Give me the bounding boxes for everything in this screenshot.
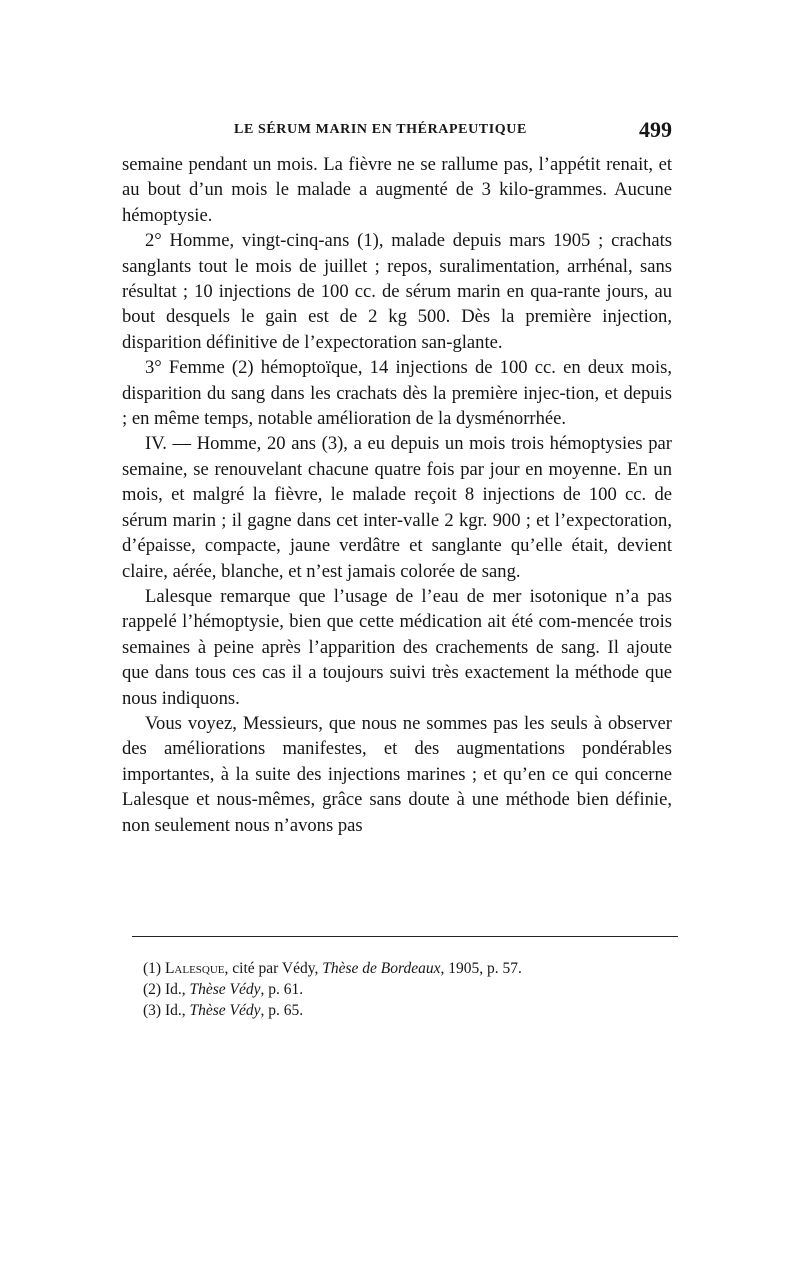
footnote-tail: , p. 65. xyxy=(260,1002,304,1019)
footnote-2 xyxy=(143,979,663,1000)
footnote-text: Id., xyxy=(164,1002,190,1019)
body-text xyxy=(122,152,672,838)
page-header xyxy=(122,117,678,144)
footnote-1 xyxy=(143,958,663,979)
footnote-divider xyxy=(132,936,678,937)
footnote-author: Lalesque xyxy=(164,960,225,977)
paragraph-lalesque-remark: Lalesque remarque que l’usage de l’eau de mer isotonique n’a pas rappelé l’hémoptysie, bien que cette médication ait été com-mencée trois semaines à peine après l’apparition des crachements de sang. Il ajoute que dans tous ces cas il a toujours suivi très exactement la méthode que nous indiquons. xyxy=(122,585,672,709)
footnote-work: Thèse de Bordeaux xyxy=(322,960,441,977)
footnote-text: , cité par Védy, xyxy=(224,960,323,977)
footnote-number: (2) xyxy=(143,981,162,998)
footnote-tail: , 1905, p. 57. xyxy=(440,960,522,977)
paragraph-case-iv: IV. — Homme, 20 ans (3), a eu depuis un mois trois hémoptysies par semaine, se renouvelant chacune quatre fois par jour en moyenne. En un mois, et malgré la fièvre, le malade reçoit 8 injections de 100 cc. de sérum marin ; il gagne dans cet inter-valle 2 kgr. 900 ; et l’expectoration, d’épaisse, compacte, jaune verdâtre et sanglante qu’elle était, devient claire, aérée, blanche, et n’est jamais colorée de sang. xyxy=(122,433,672,582)
paragraph-case-3: 3° Femme (2) hémoptoïque, 14 injections de 100 cc. en deux mois, disparition du sang dans les crachats dès la première injec-tion, et depuis ; en même temps, notable amélioration de la dysménorrhée. xyxy=(122,357,672,430)
paragraph-case-2: 2° Homme, vingt-cinq-ans (1), malade depuis mars 1905 ; crachats sanglants tout le mois de juillet ; repos, suralimentation, arrhénal, sans résultat ; 10 injections de 100 cc. de sérum marin en qua-rante jours, au bout desquels le gain est de 2 kg 500. Dès la première injection, disparition définitive de l’expectoration san-glante. xyxy=(122,230,672,353)
footnote-text: Id., xyxy=(164,981,190,998)
footnote-3 xyxy=(143,1000,663,1021)
footnote-number: (1) xyxy=(143,960,162,977)
footnote-work: Thèse Védy xyxy=(189,1002,261,1019)
footnotes xyxy=(143,958,663,1021)
paragraph-conclusion: Vous voyez, Messieurs, que nous ne sommes pas les seuls à observer des améliorations manifestes, et des augmentations pondérables importantes, à la suite des injections marines ; et qu’en ce qui concerne Lalesque et nous-mêmes, grâce sans doute à une méthode bien définie, non seulement nous n’avons pas xyxy=(122,712,672,836)
page-number: 499 xyxy=(639,117,672,142)
footnote-tail: , p. 61. xyxy=(260,981,304,998)
footnote-work: Thèse Védy xyxy=(189,981,261,998)
footnote-number: (3) xyxy=(143,1002,162,1019)
paragraph-continued: semaine pendant un mois. La fièvre ne se rallume pas, l’appétit renait, et au bout d’un mois le malade a augmenté de 3 kilo-grammes. Aucune hémoptysie. xyxy=(122,154,672,226)
running-title: LE SÉRUM MARIN EN THÉRAPEUTIQUE xyxy=(234,122,527,137)
